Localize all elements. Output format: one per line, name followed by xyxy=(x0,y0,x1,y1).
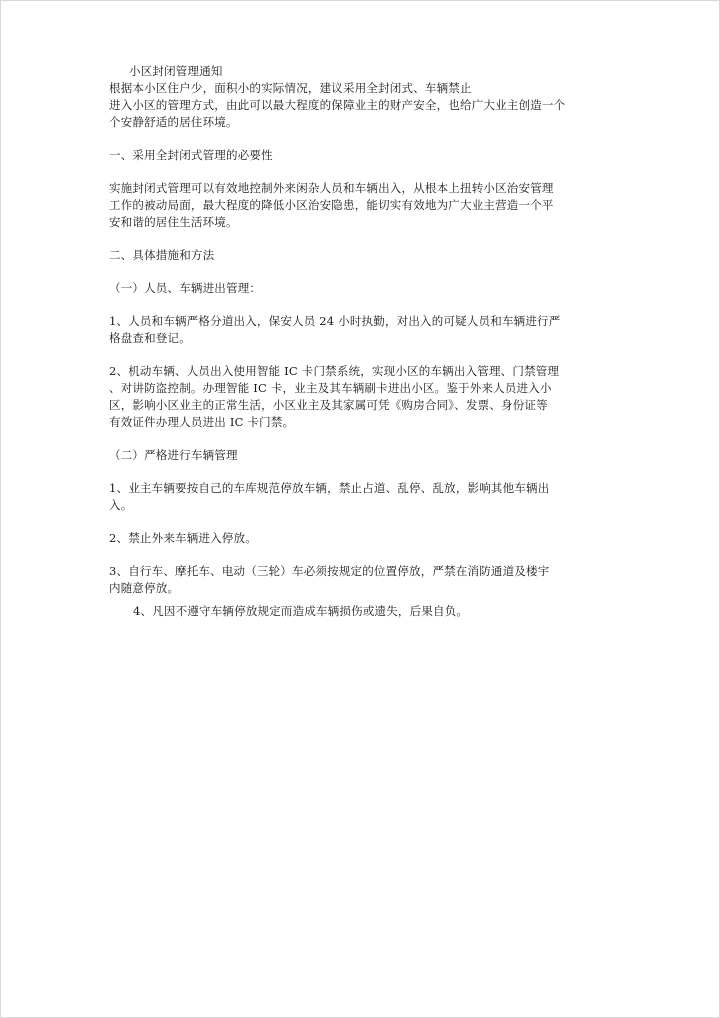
sub1-item1-line: 1、人员和车辆严格分道出入，保安人员 24 小时执勤，对出入的可疑人员和车辆进行严 xyxy=(109,314,561,328)
sub2-item1-line: 1、业主车辆要按自己的车库规范停放车辆，禁止占道、乱停、乱放，影响其他车辆出 xyxy=(109,481,550,495)
sub2-item1-line: 入。 xyxy=(109,498,133,512)
sub1-item1-line: 格盘查和登记。 xyxy=(109,331,191,345)
sub1-item2-line: 2、机动车辆、人员出入使用智能 IC 卡门禁系统，实现小区的车辆出入管理、门禁管理 xyxy=(109,364,560,378)
sub2-heading: （二）严格进行车辆管理 xyxy=(109,448,238,462)
intro-paragraph xyxy=(109,80,571,131)
section1-paragraph xyxy=(109,180,571,231)
section1-line: 实施封闭式管理可以有效地控制外来闲杂人员和车辆出入，从根本上扭转小区治安管理 xyxy=(109,181,554,195)
intro-line: 进入小区的管理方式，由此可以最大程度的保障业主的财产安全，也给广大业主创造一个 xyxy=(109,98,566,112)
sub2-item3 xyxy=(109,563,571,597)
document-title: 小区封闭管理通知 xyxy=(129,64,223,78)
sub2-item2-line: 2、禁止外来车辆进入停放。 xyxy=(109,531,257,545)
section1-line: 安和谐的居住生活环境。 xyxy=(109,215,238,229)
sub1-heading: （一）人员、车辆进出管理： xyxy=(109,281,262,295)
sub1-item2 xyxy=(109,363,571,431)
section1-line: 工作的被动局面，最大程度的降低小区治安隐患，能切实有效地为广大业主营造一个平 xyxy=(109,198,554,212)
sub2-item4 xyxy=(109,603,571,620)
sub1-heading-block xyxy=(109,280,571,297)
sub2-item3-line: 3、自行车、摩托车、电动（三轮）车必须按规定的位置停放，严禁在消防通道及楼宇 xyxy=(109,564,550,578)
section1-heading: 一、采用全封闭式管理的必要性 xyxy=(109,148,273,162)
sub1-item1 xyxy=(109,313,571,347)
section1-heading-block xyxy=(109,147,571,164)
intro-line: 根据本小区住户少，面积小的实际情况，建议采用全封闭式、车辆禁止 xyxy=(109,81,472,95)
document-content xyxy=(109,63,571,636)
sub2-item1 xyxy=(109,480,571,514)
sub2-item2 xyxy=(109,530,571,547)
sub1-item2-line: 区，影响小区业主的正常生活，小区业主及其家属可凭《购房合同》、发票、身份证等 xyxy=(109,398,548,412)
sub2-heading-block xyxy=(109,447,571,464)
section2-heading: 二、具体措施和方法 xyxy=(109,248,215,262)
sub1-item2-line: 有效证件办理人员进出 IC 卡门禁。 xyxy=(109,415,295,429)
sub2-item3-line: 内随意停放。 xyxy=(109,581,180,595)
intro-line: 个安静舒适的居住环境。 xyxy=(109,115,238,129)
sub2-item4-line: 4、凡因不遵守车辆停放规定而造成车辆损伤或遗失，后果自负。 xyxy=(133,604,469,618)
section2-heading-block xyxy=(109,247,571,264)
sub1-item2-line: 、对讲防盗控制。办理智能 IC 卡，业主及其车辆刷卡进出小区。鉴于外来人员进入小 xyxy=(109,381,552,395)
